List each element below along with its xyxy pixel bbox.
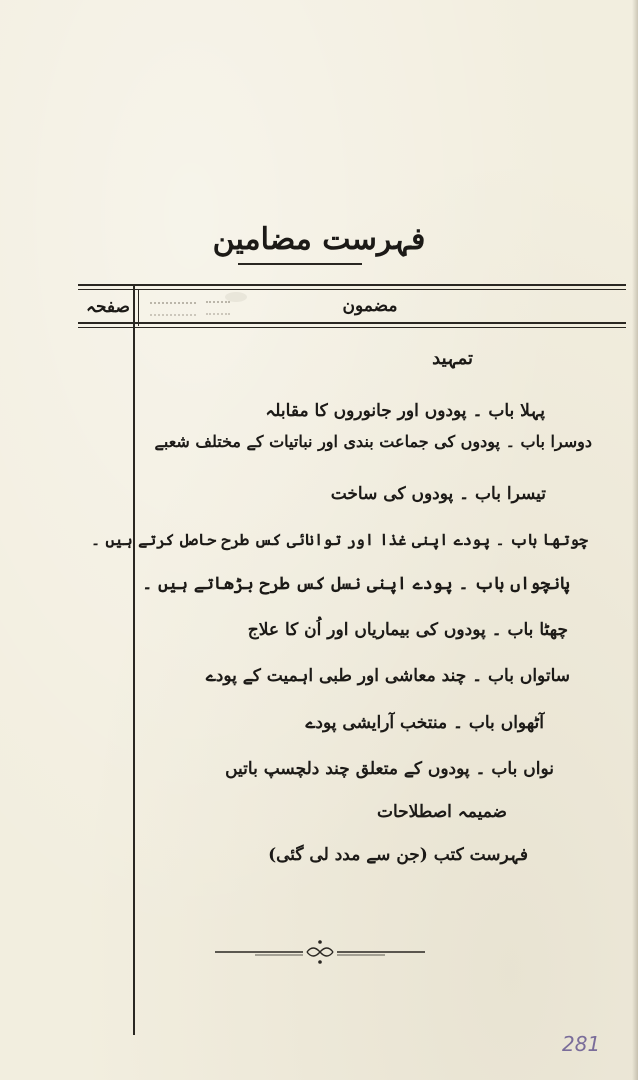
contents-entry: نواں باب ۔ پودوں کے متعلق چند دلچسپ باتیں	[225, 759, 554, 779]
contents-entry: پانچواں باب ۔ پودے اپنی نسل کس طرح بڑھاتے ہیں ۔	[142, 574, 570, 594]
contents-entry: پہلا باب ۔ پودوں اور جانوروں کا مقابلہ	[265, 401, 545, 421]
page-column-divider	[133, 285, 135, 1035]
page-column-header: صفحہ	[86, 297, 130, 317]
contents-entry: دوسرا باب ۔ پودوں کی جماعت بندی اور نباتیات کے مختلف شعبے	[154, 432, 592, 451]
end-ornament	[215, 936, 425, 966]
contents-entry: چھٹا باب ۔ پودوں کی بیماریاں اور اُن کا علاج	[247, 620, 568, 640]
subject-column-header: مضمون	[342, 296, 398, 316]
page-title: فہرست مضامین	[212, 222, 426, 257]
contents-entry: تمہید	[432, 348, 473, 369]
page-column-divider-inner	[138, 290, 139, 326]
contents-entry: ضمیمہ اصطلاحات	[376, 802, 507, 822]
contents-entry: تیسرا باب ۔ پودوں کی ساخت	[330, 484, 546, 504]
page-edge-shadow	[632, 0, 638, 1080]
page-number: 281	[562, 1032, 601, 1056]
contents-entry: آٹھواں باب ۔ منتخب آرایشی پودے	[305, 713, 544, 733]
contents-entry: ساتواں باب ۔ چند معاشی اور طبی اہمیت کے پودے	[205, 666, 570, 686]
contents-entry: فہرست کتب (جن سے مدد لی گئی)	[268, 845, 528, 865]
contents-entry: چوتھا باب ۔ پودے اپنی غذا اور توانائی کس طرح حاصل کرتے ہیں ۔	[90, 530, 588, 549]
